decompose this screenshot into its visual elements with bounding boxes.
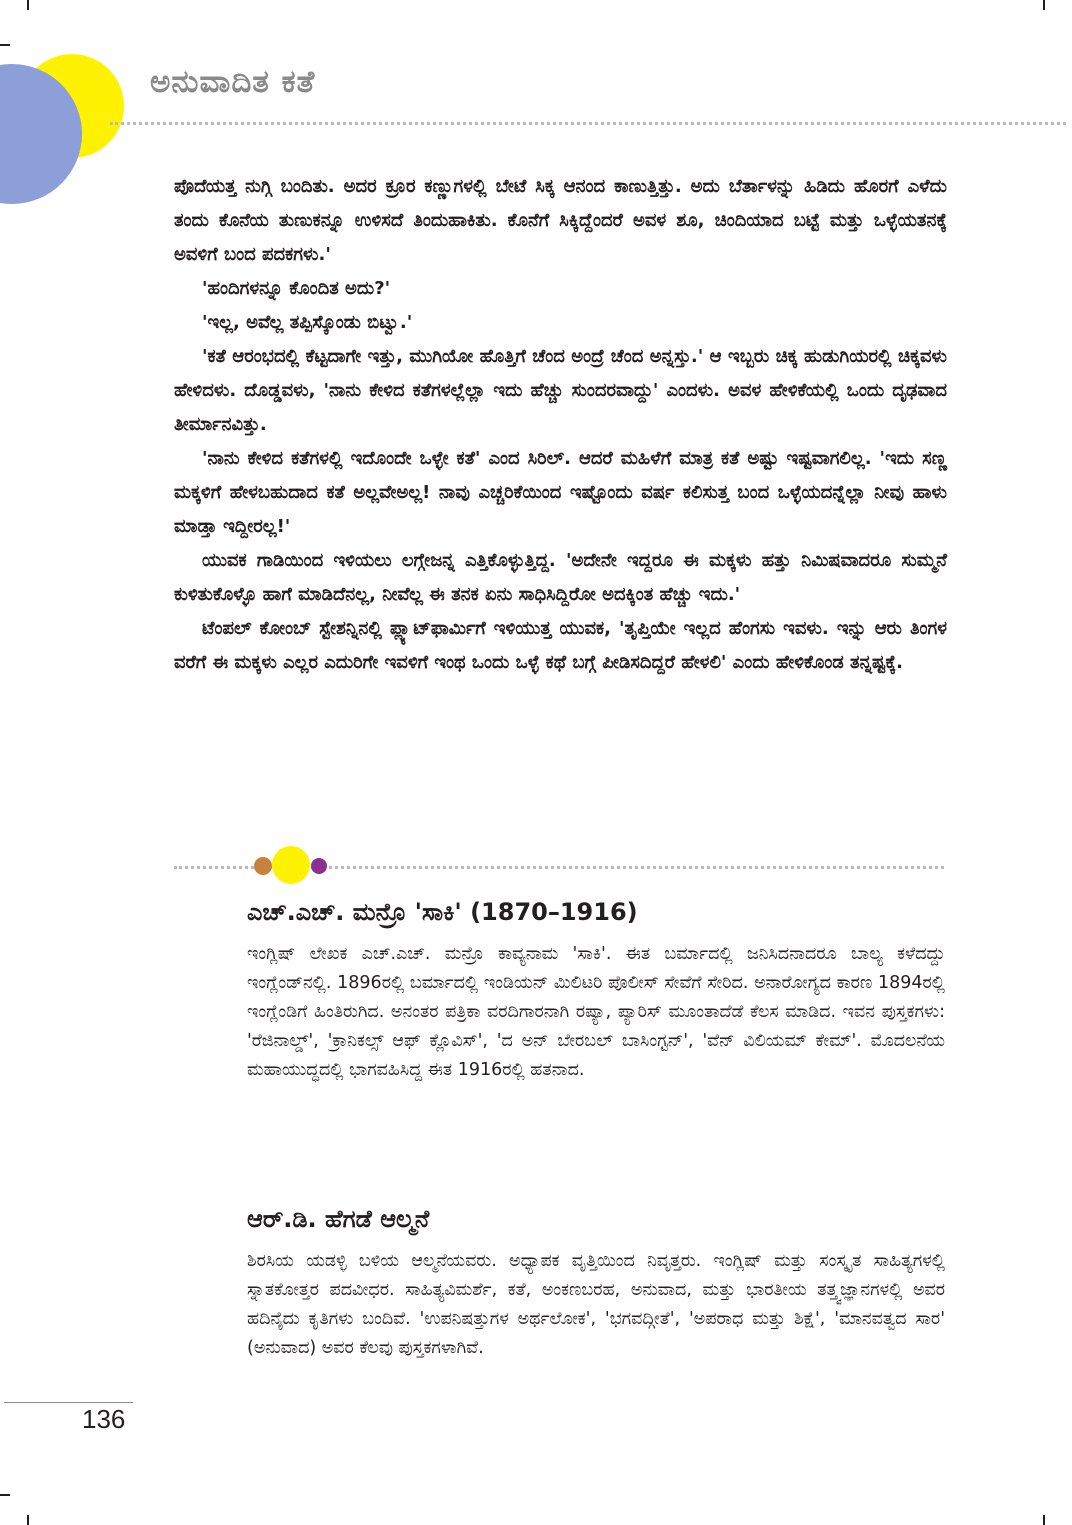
story-body [174, 170, 947, 680]
story-paragraph: ಟೆಂಪಲ್ ಕೋಂಬ್ ಸ್ಟೇಶನ್ನಿನಲ್ಲಿ ಪ್ಲ್ಯಾಟ್‌ಫಾರ್ಮಿಗೆ ಇಳಿಯುತ್ತ ಯುವಕ, 'ತೃಪ್ತಿಯೇ ಇಲ್ಲದ ಹೆಂಗಸು ಇವಳು. ಇನ್ನು ಆರು ತಿಂಗಳ ವರೆಗೆ ಈ ಮಕ್ಕಳು ಎಲ್ಲರ ಎದುರಿಗೇ ಇವಳಿಗೆ ಇಂಥ ಒಂದು ಒಳ್ಳೆ ಕಥೆ ಬಗ್ಗೆ ಪೀಡಿಸದಿದ್ದರೆ ಹೇಳಲಿ' ಎಂದು ಹೇಳಿಕೊಂಡ ತನ್ನಷ್ಟಕ್ಕೆ. [174, 618, 947, 673]
page-number-rule [4, 1402, 133, 1403]
decorative-orange-dot [254, 857, 272, 875]
story-paragraph: 'ನಾನು ಕೇಳಿದ ಕತೆಗಳಲ್ಲಿ ಇದೊಂದೇ ಒಳ್ಳೇ ಕತೆ' ಎಂದ ಸಿರಿಲ್. ಆದರೆ ಮಹಿಳೆಗೆ ಮಾತ್ರ ಕತೆ ಅಷ್ಟು ಇಷ್ಟವಾಗಲಿಲ್ಲ. 'ಇದು ಸಣ್ಣ ಮಕ್ಕಳಿಗೆ ಹೇಳಬಹುದಾದ ಕತೆ ಅಲ್ಲವೇಅಲ್ಲ! ನಾವು ಎಚ್ಚರಿಕೆಯಿಂದ ಇಷ್ಟೊಂದು ವರ್ಷ ಕಲಿಸುತ್ತ ಬಂದ ಒಳ್ಳೆಯದನ್ನೆಲ್ಲಾ ನೀವು ಹಾಳು ಮಾಡ್ತಾ ಇದ್ದೀರಲ್ಲ!' [174, 448, 947, 537]
translator-name: ಆರ್.ಡಿ. ಹೆಗಡೆ ಆಲ್ಮನೆ [247, 1205, 430, 1233]
decorative-yellow-dot [272, 846, 310, 884]
section-title: ಅನುವಾದಿತ ಕತೆ [150, 64, 316, 100]
author-bio [247, 898, 945, 1085]
author-description: ಇಂಗ್ಲಿಷ್ ಲೇಖಕ ಎಚ್.ಎಚ್. ಮನ್ರೊ ಕಾವ್ಯನಾಮ 'ಸಾಕಿ'. ಈತ ಬರ್ಮಾದಲ್ಲಿ ಜನಿಸಿದನಾದರೂ ಬಾಲ್ಯ ಕಳೆದದ್ದು ಇಂಗ್ಲೆಂಡ್‌ನಲ್ಲಿ. 1896ರಲ್ಲಿ ಬರ್ಮಾದಲ್ಲಿ ಇಂಡಿಯನ್ ಮಿಲಿಟರಿ ಪೊಲೀಸ್ ಸೇವೆಗೆ ಸೇರಿದ. ಅನಾರೋಗ್ಯದ ಕಾರಣ 1894ರಲ್ಲಿ ಇಂಗ್ಲೆಂಡಿಗೆ ಹಿಂತಿರುಗಿದ. ಅನಂತರ ಪತ್ರಿಕಾ ವರದಿಗಾರನಾಗಿ ರಷ್ಯಾ, ಪ್ಯಾರಿಸ್ ಮೂಂತಾದೆಡೆ ಕೆಲಸ ಮಾಡಿದ. ಇವನ ಪುಸ್ತಕಗಳು: 'ರೆಜಿನಾಲ್ಡ್', 'ಕ್ರಾನಿಕಲ್ಸ್ ಆಫ್ ಕ್ಲೊವಿಸ್', 'ದ ಅನ್ ಬೇರಬಲ್ ಬಾಸಿಂಗ್ಟನ್', 'ವೆನ್ ವಿಲಿಯಮ್ ಕೇಮ್'. ಮೊದಲನೆಯ ಮಹಾಯುದ್ಧದಲ್ಲಿ ಭಾಗವಹಿಸಿದ್ದ ಈತ 1916ರಲ್ಲಿ ಹತನಾದ. [247, 944, 945, 1080]
crop-mark [27, 1515, 29, 1525]
story-paragraph: 'ಹಂದಿಗಳನ್ನೂ ಕೊಂದಿತ ಅದು?' [202, 278, 391, 299]
crop-mark [1043, 0, 1045, 10]
translator-bio [247, 1205, 945, 1363]
decorative-purple-dot [311, 858, 327, 874]
page-number: 136 [82, 1404, 126, 1434]
crop-mark [27, 0, 29, 10]
translator-description: ಶಿರಸಿಯ ಯಡಳ್ಳಿ ಬಳಿಯ ಆಲ್ಮನೆಯವರು. ಅಧ್ಯಾಪಕ ವೃತ್ತಿಯಿಂದ ನಿವೃತ್ತರು. ಇಂಗ್ಲಿಷ್ ಮತ್ತು ಸಂಸ್ಕೃತ ಸಾಹಿತ್ಯಗಳಲ್ಲಿ ಸ್ನಾತಕೋತ್ತರ ಪದವೀಧರ. ಸಾಹಿತ್ಯವಿಮರ್ಶೆ, ಕತೆ, ಅಂಕಣಬರಹ, ಅನುವಾದ, ಮತ್ತು ಭಾರತೀಯ ತತ್ತ್ವಜ್ಞಾನಗಳಲ್ಲಿ ಅವರ ಹದಿನೈದು ಕೃತಿಗಳು ಬಂದಿವೆ. 'ಉಪನಿಷತ್ತುಗಳ ಅರ್ಥಲೋಕ', 'ಭಗವದ್ಗೀತೆ', 'ಅಪರಾಧ ಮತ್ತು ಶಿಕ್ಷೆ', 'ಮಾನವತ್ವದ ಸಾರ' (ಅನುವಾದ) ಅವರ ಕೆಲವು ಪುಸ್ತಕಗಳಾಗಿವೆ. [247, 1251, 945, 1358]
story-paragraph: ಯುವಕ ಗಾಡಿಯಿಂದ ಇಳಿಯಲು ಲಗ್ಗೇಜನ್ನ ಎತ್ತಿಕೊಳ್ಳುತ್ತಿದ್ದ. 'ಅದೇನೇ ಇದ್ದರೂ ಈ ಮಕ್ಕಳು ಹತ್ತು ನಿಮಿಷವಾದರೂ ಸುಮ್ಮನೆ ಕುಳಿತುಕೊಳ್ಳೊ ಹಾಗೆ ಮಾಡಿದೆನಲ್ಲ, ನೀವೆಲ್ಲ ಈ ತನಕ ಏನು ಸಾಧಿಸಿದ್ದಿರೋ ಅದಕ್ಕಿಂತ ಹೆಚ್ಚು ಇದು.' [174, 550, 947, 605]
crop-mark [1043, 1515, 1045, 1525]
header-divider [110, 122, 1066, 125]
story-paragraph: ಪೊದೆಯತ್ತ ನುಗ್ಗಿ ಬಂದಿತು. ಅದರ ಕ್ರೂರ ಕಣ್ಣುಗಳಲ್ಲಿ ಬೇಟೆ ಸಿಕ್ಕ ಆನಂದ ಕಾಣುತ್ತಿತ್ತು. ಅದು ಬೆರ್ತಾಳನ್ನು ಹಿಡಿದು ಹೊರಗೆ ಎಳೆದು ತಂದು ಕೊನೆಯ ತುಣುಕನ್ನೂ ಉಳಿಸದೆ ತಿಂದುಹಾಕಿತು. ಕೊನೆಗೆ ಸಿಕ್ಕಿದ್ದೆಂದರೆ ಅವಳ ಶೂ, ಚಿಂದಿಯಾದ ಬಟ್ಟೆ ಮತ್ತು ಒಳ್ಳೆಯತನಕ್ಕೆ ಅವಳಿಗೆ ಬಂದ ಪದಕಗಳು.' [174, 176, 947, 265]
story-paragraph: 'ಕತೆ ಆರಂಭದಲ್ಲಿ ಕೆಟ್ಟದಾಗೇ ಇತ್ತು, ಮುಗಿಯೋ ಹೊತ್ತಿಗೆ ಚೆಂದ ಅಂದ್ರೆ ಚೆಂದ ಅನ್ನಸ್ತು.' ಆ ಇಬ್ಬರು ಚಿಕ್ಕ ಹುಡುಗಿಯರಲ್ಲಿ ಚಿಕ್ಕವಳು ಹೇಳಿದಳು. ದೊಡ್ಡವಳು, 'ನಾನು ಕೇಳಿದ ಕತೆಗಳಲ್ಲೆಲ್ಲಾ ಇದು ಹೆಚ್ಚು ಸುಂದರವಾದ್ದು' ಎಂದಳು. ಅವಳ ಹೇಳಿಕೆಯಲ್ಲಿ ಒಂದು ದೃಢವಾದ ತೀರ್ಮಾನವಿತ್ತು. [174, 346, 947, 435]
story-paragraph: 'ಇಲ್ಲ, ಅವೆಲ್ಲ ತಪ್ಪಿಸ್ಕೊಂಡು ಬಿಟ್ವು.' [202, 312, 413, 333]
crop-mark [0, 44, 10, 46]
crop-mark [0, 1494, 10, 1496]
author-name: ಎಚ್.ಎಚ್. ಮನ್ರೊ 'ಸಾಕಿ' (1870–1916) [247, 898, 638, 926]
